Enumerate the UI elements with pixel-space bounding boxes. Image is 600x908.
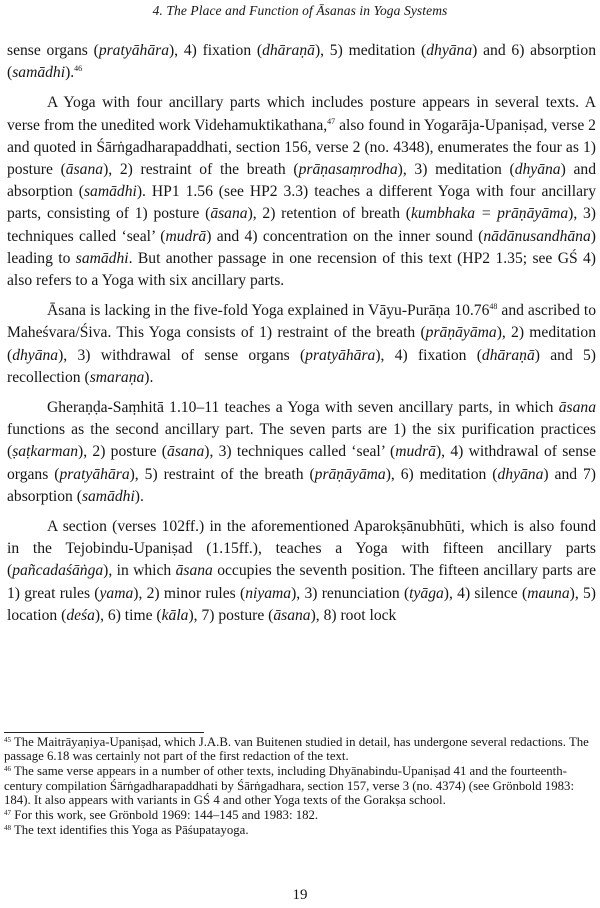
italic-term: dhyāna xyxy=(497,465,544,483)
italic-term: pratyāhāra xyxy=(59,465,130,483)
text-run: occupies the seventh position. The fifteen ancillary parts are 1) great rules ( xyxy=(7,562,596,602)
italic-term: samādhi xyxy=(12,64,66,82)
italic-term: yama xyxy=(99,584,134,602)
text-run: ), 3) techniques called ‘seal’ ( xyxy=(7,205,596,245)
text-run: The text identifies this Yoga as Pāśupatayoga. xyxy=(11,823,249,838)
italic-term: mudrā xyxy=(165,227,207,245)
italic-term: prāṇāyāma xyxy=(425,324,497,342)
text-run: ), 3) meditation ( xyxy=(397,161,515,179)
text-run: ), 6) meditation ( xyxy=(385,465,498,483)
text-run: ). xyxy=(65,64,75,82)
text-run: ), 8) root lock xyxy=(310,606,397,624)
text-run: ), 6) time ( xyxy=(94,606,162,624)
text-run: Āsana is lacking in the five-fold Yoga explained in Vāyu-Purāṇa 10.76 xyxy=(47,302,490,320)
text-run: For this work, see Grönbold 1969: 144–145 and 1983: 182. xyxy=(11,808,319,823)
footnote-number-marker: 46 xyxy=(4,765,11,774)
text-run: also found in Yogarāja-Upaniṣad, verse 2 and quoted in Śārṅgadharapaddhati, section 156, verse 2 (no. 4348), enumerates the four as 1) posture ( xyxy=(7,116,596,179)
main-text xyxy=(7,40,596,627)
text-run: ), 4) fixation ( xyxy=(375,346,482,364)
text-run: ), 3) withdrawal of sense organs ( xyxy=(58,346,306,364)
footnote-number-marker: 48 xyxy=(4,824,11,833)
italic-term: dhyāna xyxy=(426,42,473,59)
footnote-ref-marker: 47 xyxy=(327,116,336,126)
footnote-separator xyxy=(4,732,204,733)
paragraph xyxy=(7,300,596,389)
text-run: ), in which xyxy=(103,562,176,580)
page-number: 19 xyxy=(292,887,308,903)
text-run: ). xyxy=(144,368,154,386)
text-run: ) leading to xyxy=(7,227,596,267)
running-header: 4. The Place and Function of Āsanas in Yoga Systems xyxy=(152,3,448,18)
text-run: ), 7) posture ( xyxy=(188,606,274,624)
paragraph xyxy=(7,40,596,84)
italic-term: āsana xyxy=(175,562,213,580)
text-run: ), 2) meditation ( xyxy=(7,324,596,364)
italic-term: dhāraṇā xyxy=(262,42,315,59)
footnotes xyxy=(4,735,594,838)
text-run: ), 2) restraint of the breath ( xyxy=(103,161,299,179)
text-run: A Yoga with four ancillary parts which includes posture appears in several texts. A verse from the unedited work Videhamuktikathana, xyxy=(7,94,596,134)
italic-term: pañcadaśāṅga xyxy=(12,562,104,580)
italic-term: ṣaṭkarman xyxy=(12,443,79,461)
text-run: ) and 4) concentration on the inner sound ( xyxy=(206,227,484,245)
italic-term: kumbhaka = prāṇāyāma xyxy=(411,205,569,223)
italic-term: niyama xyxy=(245,584,292,602)
italic-term: tyāga xyxy=(409,584,444,602)
italic-term: āsana xyxy=(65,161,104,179)
italic-term: dhyāna xyxy=(12,346,59,364)
text-run: ). xyxy=(134,487,144,505)
footnote-number-marker: 47 xyxy=(4,809,11,818)
text-run: ), 2) minor rules ( xyxy=(133,584,246,602)
italic-term: āsana xyxy=(273,606,311,624)
text-run: ). HP1 1.56 (see HP2 3.3) teaches a different Yoga with four ancillary parts, consisting of 1) posture ( xyxy=(7,183,596,223)
text-run: ), 4) silence ( xyxy=(443,584,528,602)
text-run: ), 2) posture ( xyxy=(78,443,168,461)
italic-term: nādānusandhāna xyxy=(483,227,591,245)
text-run: . But another passage in one recension of this text (HP2 1.35; see GŚ 4) also refers to a Yoga with six ancillary parts. xyxy=(7,249,596,290)
text-run: ) and 7) absorption ( xyxy=(7,465,596,505)
text-run: ), 3) techniques called ‘seal’ ( xyxy=(204,443,396,461)
italic-term: pratyāhāra xyxy=(305,346,376,364)
italic-term: dhāraṇā xyxy=(481,346,535,364)
footnote-ref-marker: 48 xyxy=(489,302,498,312)
text-run: A section (verses 102ff.) in the aforementioned Aparokṣānubhūti, which is also found in the Tejobindu-Upaniṣad (1.15ff.), teaches a Yoga with fifteen ancillary parts ( xyxy=(7,518,596,580)
footnote xyxy=(4,764,594,807)
text-run: and ascribed to Maheśvara/Śiva. This Yoga consists of 1) restraint of the breath ( xyxy=(7,302,596,342)
paragraph xyxy=(7,516,596,627)
italic-term: dhyāna xyxy=(514,161,561,179)
text-run: ), 5) location ( xyxy=(7,584,596,624)
footnote-ref-marker: 46 xyxy=(74,64,83,74)
italic-term: smaraṇa xyxy=(89,368,145,386)
text-run: ), 2) retention of breath ( xyxy=(247,205,411,223)
text-run: ) and 6) absorption ( xyxy=(7,42,596,82)
italic-term: mudrā xyxy=(395,443,436,461)
footnote xyxy=(4,823,594,837)
italic-term: āsana xyxy=(558,399,596,417)
italic-term: prāṇāyāma xyxy=(314,465,386,483)
footnote-number-marker: 45 xyxy=(4,736,11,744)
text-run: Gheraṇḍa-Saṃhitā 1.10–11 teaches a Yoga with seven ancillary parts, in which xyxy=(47,399,559,417)
italic-term: deśa xyxy=(66,606,95,624)
italic-term: mauna xyxy=(527,584,570,602)
text-run: ) and absorption ( xyxy=(7,161,596,201)
paragraph xyxy=(7,397,596,508)
text-run: The Maitrāyaṇiya-Upaniṣad, which J.A.B. van Buitenen studied in detail, has undergone several redactions. The passage 6.18 was certainly not part of the first redaction of the text. xyxy=(4,735,589,764)
italic-term: prāṇasaṃrodha xyxy=(298,161,398,179)
paragraph xyxy=(7,92,596,292)
italic-term: samādhi xyxy=(83,183,137,201)
italic-term: samādhi xyxy=(81,487,135,505)
text-run: functions as the second ancillary part. The seven parts are 1) the six purification practices ( xyxy=(7,421,596,461)
footnote xyxy=(4,808,594,822)
footnote xyxy=(4,735,594,763)
italic-term: kāla xyxy=(161,606,189,624)
italic-term: pratyāhāra xyxy=(98,42,169,59)
text-run: ) and 5) recollection ( xyxy=(7,346,596,386)
text-run: ), 5) meditation ( xyxy=(314,42,427,59)
italic-term: āsana xyxy=(167,443,205,461)
text-run: The same verse appears in a number of other texts, including Dhyānabindu-Upaniṣad 41 and the fourteenth-century compilation Śārṅgadharapaddhati by Śārṅgadhara, section 157, verse 3 (no. 4374) (see Grönbold 1983: 184). It also appears with variants in GŚ 4 and other Yoga texts of the Gorakṣa school. xyxy=(4,764,575,807)
text-run: ), 3) renunciation ( xyxy=(291,584,410,602)
italic-term: āsana xyxy=(210,205,248,223)
italic-term: samādhi xyxy=(75,249,129,267)
text-run: sense organs ( xyxy=(7,42,99,59)
text-run: ), 4) fixation ( xyxy=(168,42,263,59)
text-run: ), 5) restraint of the breath ( xyxy=(129,465,315,483)
text-run: ), 4) withdrawal of sense organs ( xyxy=(7,443,597,483)
